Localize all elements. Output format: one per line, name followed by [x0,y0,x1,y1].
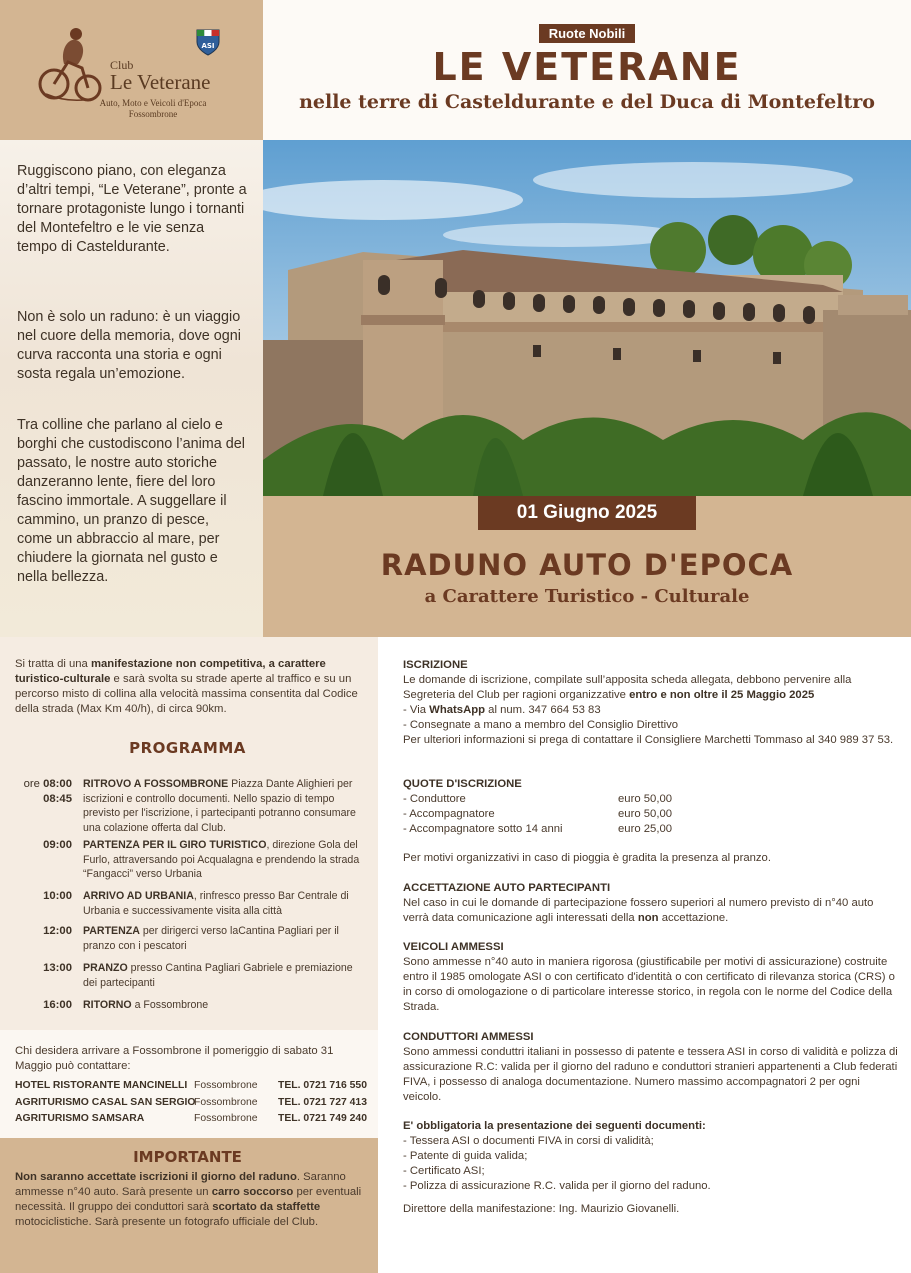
info-column [378,637,911,1273]
fee-amount: euro 50,00 [618,793,673,805]
event-subtitle: a Carattere Turistico - Culturale [424,586,750,607]
schedule-time [15,998,72,1013]
event-panel [263,496,911,637]
castle-photo [263,140,911,496]
documents-section [403,1119,898,1194]
schedule-details: a Fossombrone [131,999,209,1011]
registration-info: Per ulteriori informazioni si prega di contattare il Consigliere Marchetti Tommaso al 340 989 37 53. [403,734,894,746]
fee-row [403,792,685,807]
schedule-time [15,838,72,853]
fee-amount: euro 50,00 [618,808,673,820]
whatsapp-label: WhatsApp [429,704,486,716]
main-subtitle: nelle terre di Casteldurante e del Duca di Montefeltro [299,91,875,113]
schedule-time [15,924,72,939]
schedule-activity: RITORNO [83,999,132,1011]
intro-paragraph-2: Non è solo un raduno: è un viaggio nel cuore della memoria, dove ogni curva racconta una storia e ogni sosta regala un’emozione. [17,309,241,382]
event-date: 01 Giugno 2025 [478,496,696,530]
schedule-time-prefix: ore [23,778,44,790]
schedule-activity: RITROVO A FOSSOMBRONE [83,778,229,790]
acceptance-text-bold: non [637,912,659,924]
schedule-time [15,961,72,976]
accommodation-intro: Chi desidera arrivare a Fossombrone il pomeriggio di sabato 31 Maggio può contattare: [15,1045,334,1072]
schedule-time-start: 08:00 [43,778,72,790]
fee-row [403,807,685,822]
registration-section [403,658,898,748]
schedule-details: , rinfresco presso Bar Centrale di Urbania e successivamente visita alla città [83,890,349,917]
acceptance-title: ACCETTAZIONE AUTO PARTECIPANTI [403,882,611,894]
schedule-details: per dirigerci verso laCantina Pagliari per il pranzo con i pescatori [83,925,339,952]
event-description [15,657,367,717]
document-item: - Polizza di assicurazione R.C. valida per il giorno del raduno. [403,1180,711,1192]
important-bold-1: Non saranno accettate iscrizioni il giorno del raduno [15,1171,297,1183]
castle-illustration [263,140,911,496]
series-tag: Ruote Nobili [539,24,636,43]
hotel-city: Fossombrone [194,1080,258,1091]
club-subtitle-line1: Auto, Moto e Veicoli d'Epoca [99,98,207,108]
whatsapp-number[interactable]: al num. 347 664 53 83 [485,704,601,716]
important-text-3: motociclistiche. Sarà presente un fotografo ufficiale del Club. [15,1216,319,1228]
important-text [15,1170,365,1230]
hotel-city: Fossombrone [194,1096,258,1108]
drivers-title: CONDUTTORI AMMESSI [403,1031,534,1043]
important-text-2: per eventuali necessità. Il gruppo dei conduttori sarà [15,1186,362,1213]
event-description-pre: Si tratta di una [15,658,91,670]
rain-note: Per motivi organizzativi in caso di pioggia è gradita la presenza al pranzo. [403,852,771,864]
registration-whatsapp-pre: - Via [403,704,430,716]
schedule-time-start: 13:00 [43,962,72,974]
hotel-row [15,1095,367,1112]
event-description-bold: manifestazione non competitiva, a carattere turistico-culturale [15,658,326,685]
club-name: Le Veterane [110,70,211,94]
fee-amount: euro 25,00 [618,823,673,835]
schedule-details: Piazza Dante Alighieri per iscrizioni e controllo documenti. Nello spazio di tempo previsto per l'iscrizione, i partecipanti potranno consumare una colazione offerta dal Club. [83,778,356,834]
registration-whatsapp [403,703,898,718]
vehicles-title: VEICOLI AMMESSI [403,941,504,953]
hotel-row [15,1078,367,1095]
document-item: - Certificato ASI; [403,1165,485,1177]
document-item: - Patente di guida valida; [403,1150,528,1162]
event-description-post: e sarà svolta su strade aperte al traffico e su un percorso misto di collina alla velocità massima consentita dal Codice della strada (Max Km 40/h), di circa 90km. [15,673,358,715]
hotel-phone[interactable]: TEL. 0721 727 413 [278,1096,367,1108]
schedule-time-end: 08:45 [43,792,72,805]
asi-badge-text: ASI [201,42,215,50]
fee-label: - Accompagnatore [403,808,495,820]
fee-label: - Accompagnatore sotto 14 anni [403,823,563,835]
club-subtitle-line2: Fossombrone [128,109,178,119]
registration-title: ISCRIZIONE [403,659,468,671]
vehicles-text: Sono ammesse n°40 auto in maniera rigorosa (giustificabile per motivi di assicurazione) costruite entro il 1985 omologate ASI o con certificato d'identità o con certificato di rilevanza storica (CRS) o in corso di omologazione o di particolare interesse storico, in regola con le norme del Codice della Strada. [403,956,895,1013]
fees-section [403,777,898,837]
hotel-list [15,1078,367,1128]
fee-label: - Conduttore [403,793,466,805]
acceptance-text-post: accettazione. [658,912,729,924]
program-title: PROGRAMMA [129,739,246,757]
hotel-phone[interactable]: TEL. 0721 716 550 [278,1080,367,1091]
documents-title: E' obbligatoria la presentazione dei seguenti documenti: [403,1120,706,1132]
schedule-activity: ARRIVO AD URBANIA [83,890,194,902]
important-bold-3: scortato da staffette [212,1201,321,1213]
hotel-city: Fossombrone [194,1113,258,1124]
club-subtitle [88,98,218,120]
intro-paragraph-1: Ruggiscono piano, con eleganza d’altri tempi, “Le Veterane”, pronte a tornare protagoniste lungo i tornanti del Montefeltro e le vie senza tempo di Casteldurante. [17,163,247,255]
important-text-1: . Saranno ammesse n°40 auto. Sarà presente un [15,1171,346,1198]
schedule-details: presso Cantina Pagliari Gabriele e premiazione dei partecipanti [83,962,353,989]
main-title: LE VETERANE [432,45,742,89]
schedule-description [83,838,365,882]
hotel-phone[interactable]: TEL. 0721 749 240 [278,1113,367,1124]
hotel-row [15,1111,367,1128]
document-item: - Tessera ASI o documenti FIVA in corsi di validità; [403,1135,654,1147]
schedule-description [83,924,365,953]
club-logo-panel [0,0,263,140]
acceptance-section [403,881,898,926]
acceptance-text-pre: Nel caso in cui le domande di partecipazione fossero superiori al numero previsto di n°40 auto verrà data comunicazione agli interessati della [403,897,874,924]
registration-text [403,673,898,703]
schedule-time [15,777,72,806]
schedule-description [83,777,365,835]
club-label: Club [110,58,134,72]
hotel-name: AGRITURISMO CASAL SAN SERGIO [15,1096,196,1108]
schedule-description [83,961,365,990]
schedule-details: , direzione Gola del Furlo, attraversando poi Acqualagna e prendendo la strada “Fangacci” verso Urbania [83,839,360,880]
event-title: RADUNO AUTO D'EPOCA [380,548,794,582]
intro-panel [0,140,263,637]
schedule-activity: PARTENZA [83,925,140,937]
schedule-time-start: 09:00 [43,839,72,851]
registration-text-main: Le domande di iscrizione, compilate sull’apposita scheda allegata, debbono pervenire alla Segreteria del Club per ragioni organizzative [403,674,852,701]
schedule-description [83,889,365,918]
title-header [263,0,911,140]
hotel-name: AGRITURISMO SAMSARA [15,1113,145,1124]
vehicles-section [403,940,898,1015]
schedule-time-start: 16:00 [43,999,72,1011]
schedule-activity: PRANZO [83,962,128,974]
registration-deadline: entro e non oltre il 25 Maggio 2025 [629,689,815,701]
important-panel [0,1138,378,1273]
important-title: IMPORTANTE [133,1148,242,1166]
schedule-time-start: 10:00 [43,890,72,902]
event-director: Direttore della manifestazione: Ing. Maurizio Giovanelli. [403,1203,680,1215]
hotel-name: HOTEL RISTORANTE MANCINELLI [15,1080,188,1091]
important-bold-2: carro soccorso [211,1186,294,1198]
schedule-time-start: 12:00 [43,925,72,937]
asi-shield-icon [195,28,221,56]
fee-row [403,822,685,837]
registration-hand-delivery: - Consegnate a mano a membro del Consiglio Direttivo [403,719,679,731]
schedule-description [83,998,365,1013]
drivers-section [403,1030,898,1105]
motorcycle-rider-icon [38,24,102,106]
intro-paragraph-3: Tra colline che parlano al cielo e borghi che custodiscono l’anima del passato, le nostre auto storiche danzeranno lente, fiere del loro fascino immortale. A suggellare il cammino, un pranzo di pesce, come un abbraccio al mare, per chiudere la giornata nel gusto e nella bellezza. [17,417,245,585]
acceptance-text [403,896,898,926]
schedule-time [15,889,72,904]
accommodation-panel [0,1030,378,1138]
schedule-activity: PARTENZA PER IL GIRO TURISTICO [83,839,267,851]
fees-title: QUOTE D'ISCRIZIONE [403,778,522,790]
drivers-text: Sono ammessi conduttri italiani in possesso di patente e tessera ASI in corso di validità e polizza di assicurazione R.C: valida per il giorno del raduno e conduttori stranieri appartenenti a Club federati FIVA, i possesso di analoga documentazione. Numero massimo accompagnatori 2 per ogni veicolo. [403,1046,898,1103]
